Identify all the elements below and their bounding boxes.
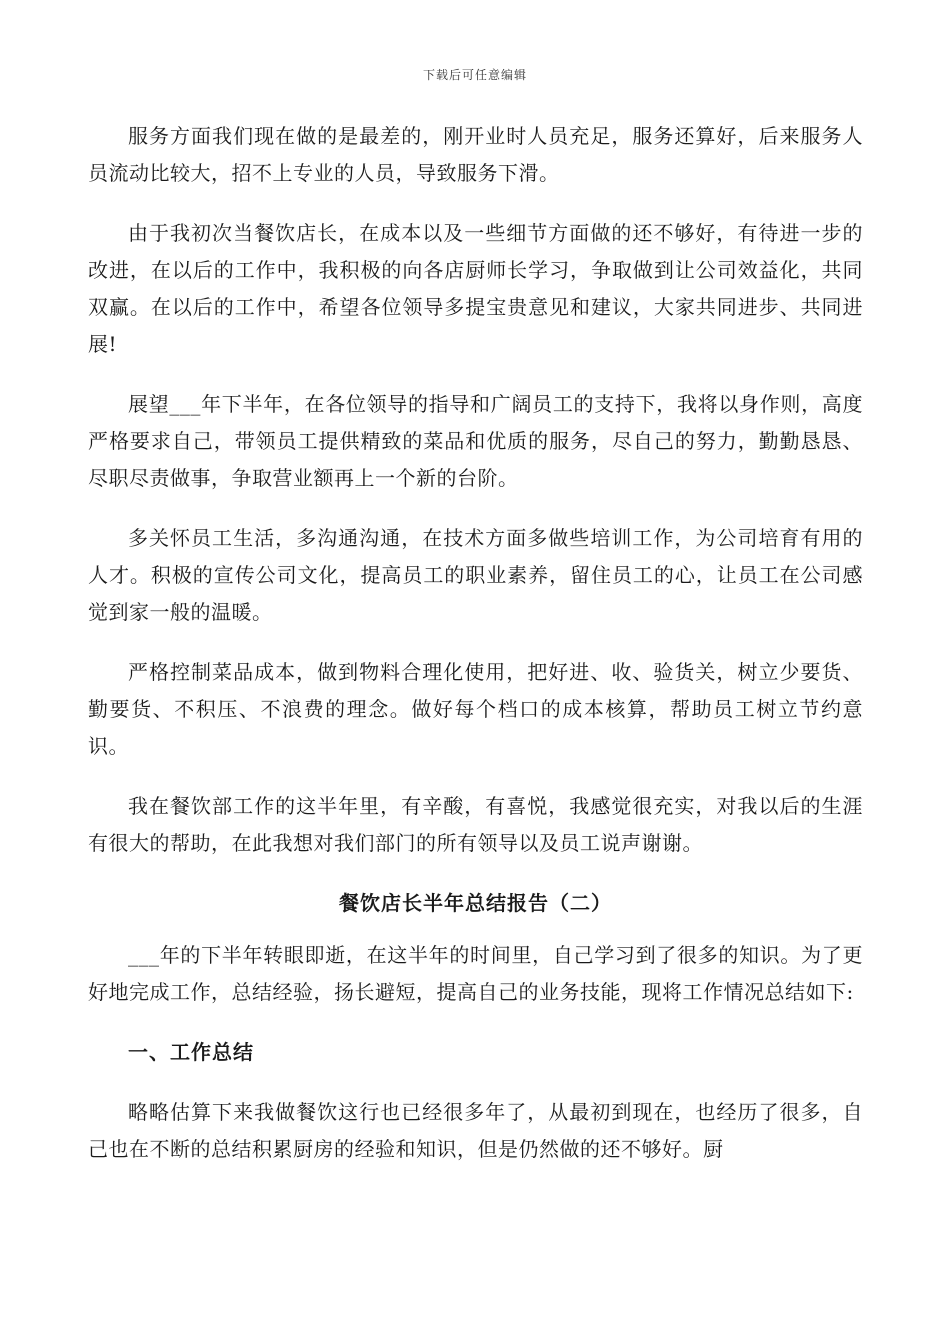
paragraph-cost-control: 严格控制菜品成本，做到物料合理化使用，把好进、收、验货关，树立少要货、勤要货、不积压、不浪费的理念。做好每个档口的成本核算，帮助员工树立节约意识。 <box>88 660 863 758</box>
paragraph-intro: ___年的下半年转眼即逝，在这半年的时间里，自己学习到了很多的知识。为了更好地完成工作，总结经验，扬长避短，提高自己的业务技能，现将工作情况总结如下: <box>88 943 863 1004</box>
paragraph-outlook: 展望___年下半年，在各位领导的指导和广阔员工的支持下，我将以身作则，高度严格要求自己，带领员工提供精致的菜品和优质的服务，尽自己的努力，勤勤恳恳、尽职尽责做事，争取营业额再上一个新的台阶。 <box>88 392 863 490</box>
paragraph-employee-care: 多关怀员工生活，多沟通沟通，在技术方面多做些培训工作，为公司培育有用的人才。积极的宣传公司文化，提高员工的职业素养，留住员工的心，让员工在公司感觉到家一般的温暖。 <box>88 526 863 624</box>
header-note: 下载后可任意编辑 <box>422 68 527 82</box>
paragraph-service: 服务方面我们现在做的是最差的，刚开业时人员充足，服务还算好，后来服务人员流动比较大，招不上专业的人员，导致服务下滑。 <box>88 124 863 185</box>
document-body <box>88 118 863 1191</box>
sub-heading-work-summary: 一、工作总结 <box>128 1040 254 1064</box>
section-title: 餐饮店长半年总结报告（二） <box>339 891 612 915</box>
paragraph-first-time-manager: 由于我初次当餐饮店长，在成本以及一些细节方面做的还不够好，有待进一步的改进，在以后的工作中，我积极的向各店厨师长学习，争取做到让公司效益化，共同双赢。在以后的工作中，希望各位领导多提宝贵意见和建议，大家共同进步、共同进展! <box>88 221 863 356</box>
paragraph-thanks: 我在餐饮部工作的这半年里，有辛酸，有喜悦，我感觉很充实，对我以后的生涯有很大的帮助，在此我想对我们部门的所有领导以及员工说声谢谢。 <box>88 794 863 855</box>
paragraph-work-summary: 略略估算下来我做餐饮这行也已经很多年了，从最初到现在，也经历了很多，自己也在不断的总结积累厨房的经验和知识，但是仍然做的还不够好。厨 <box>88 1100 863 1161</box>
